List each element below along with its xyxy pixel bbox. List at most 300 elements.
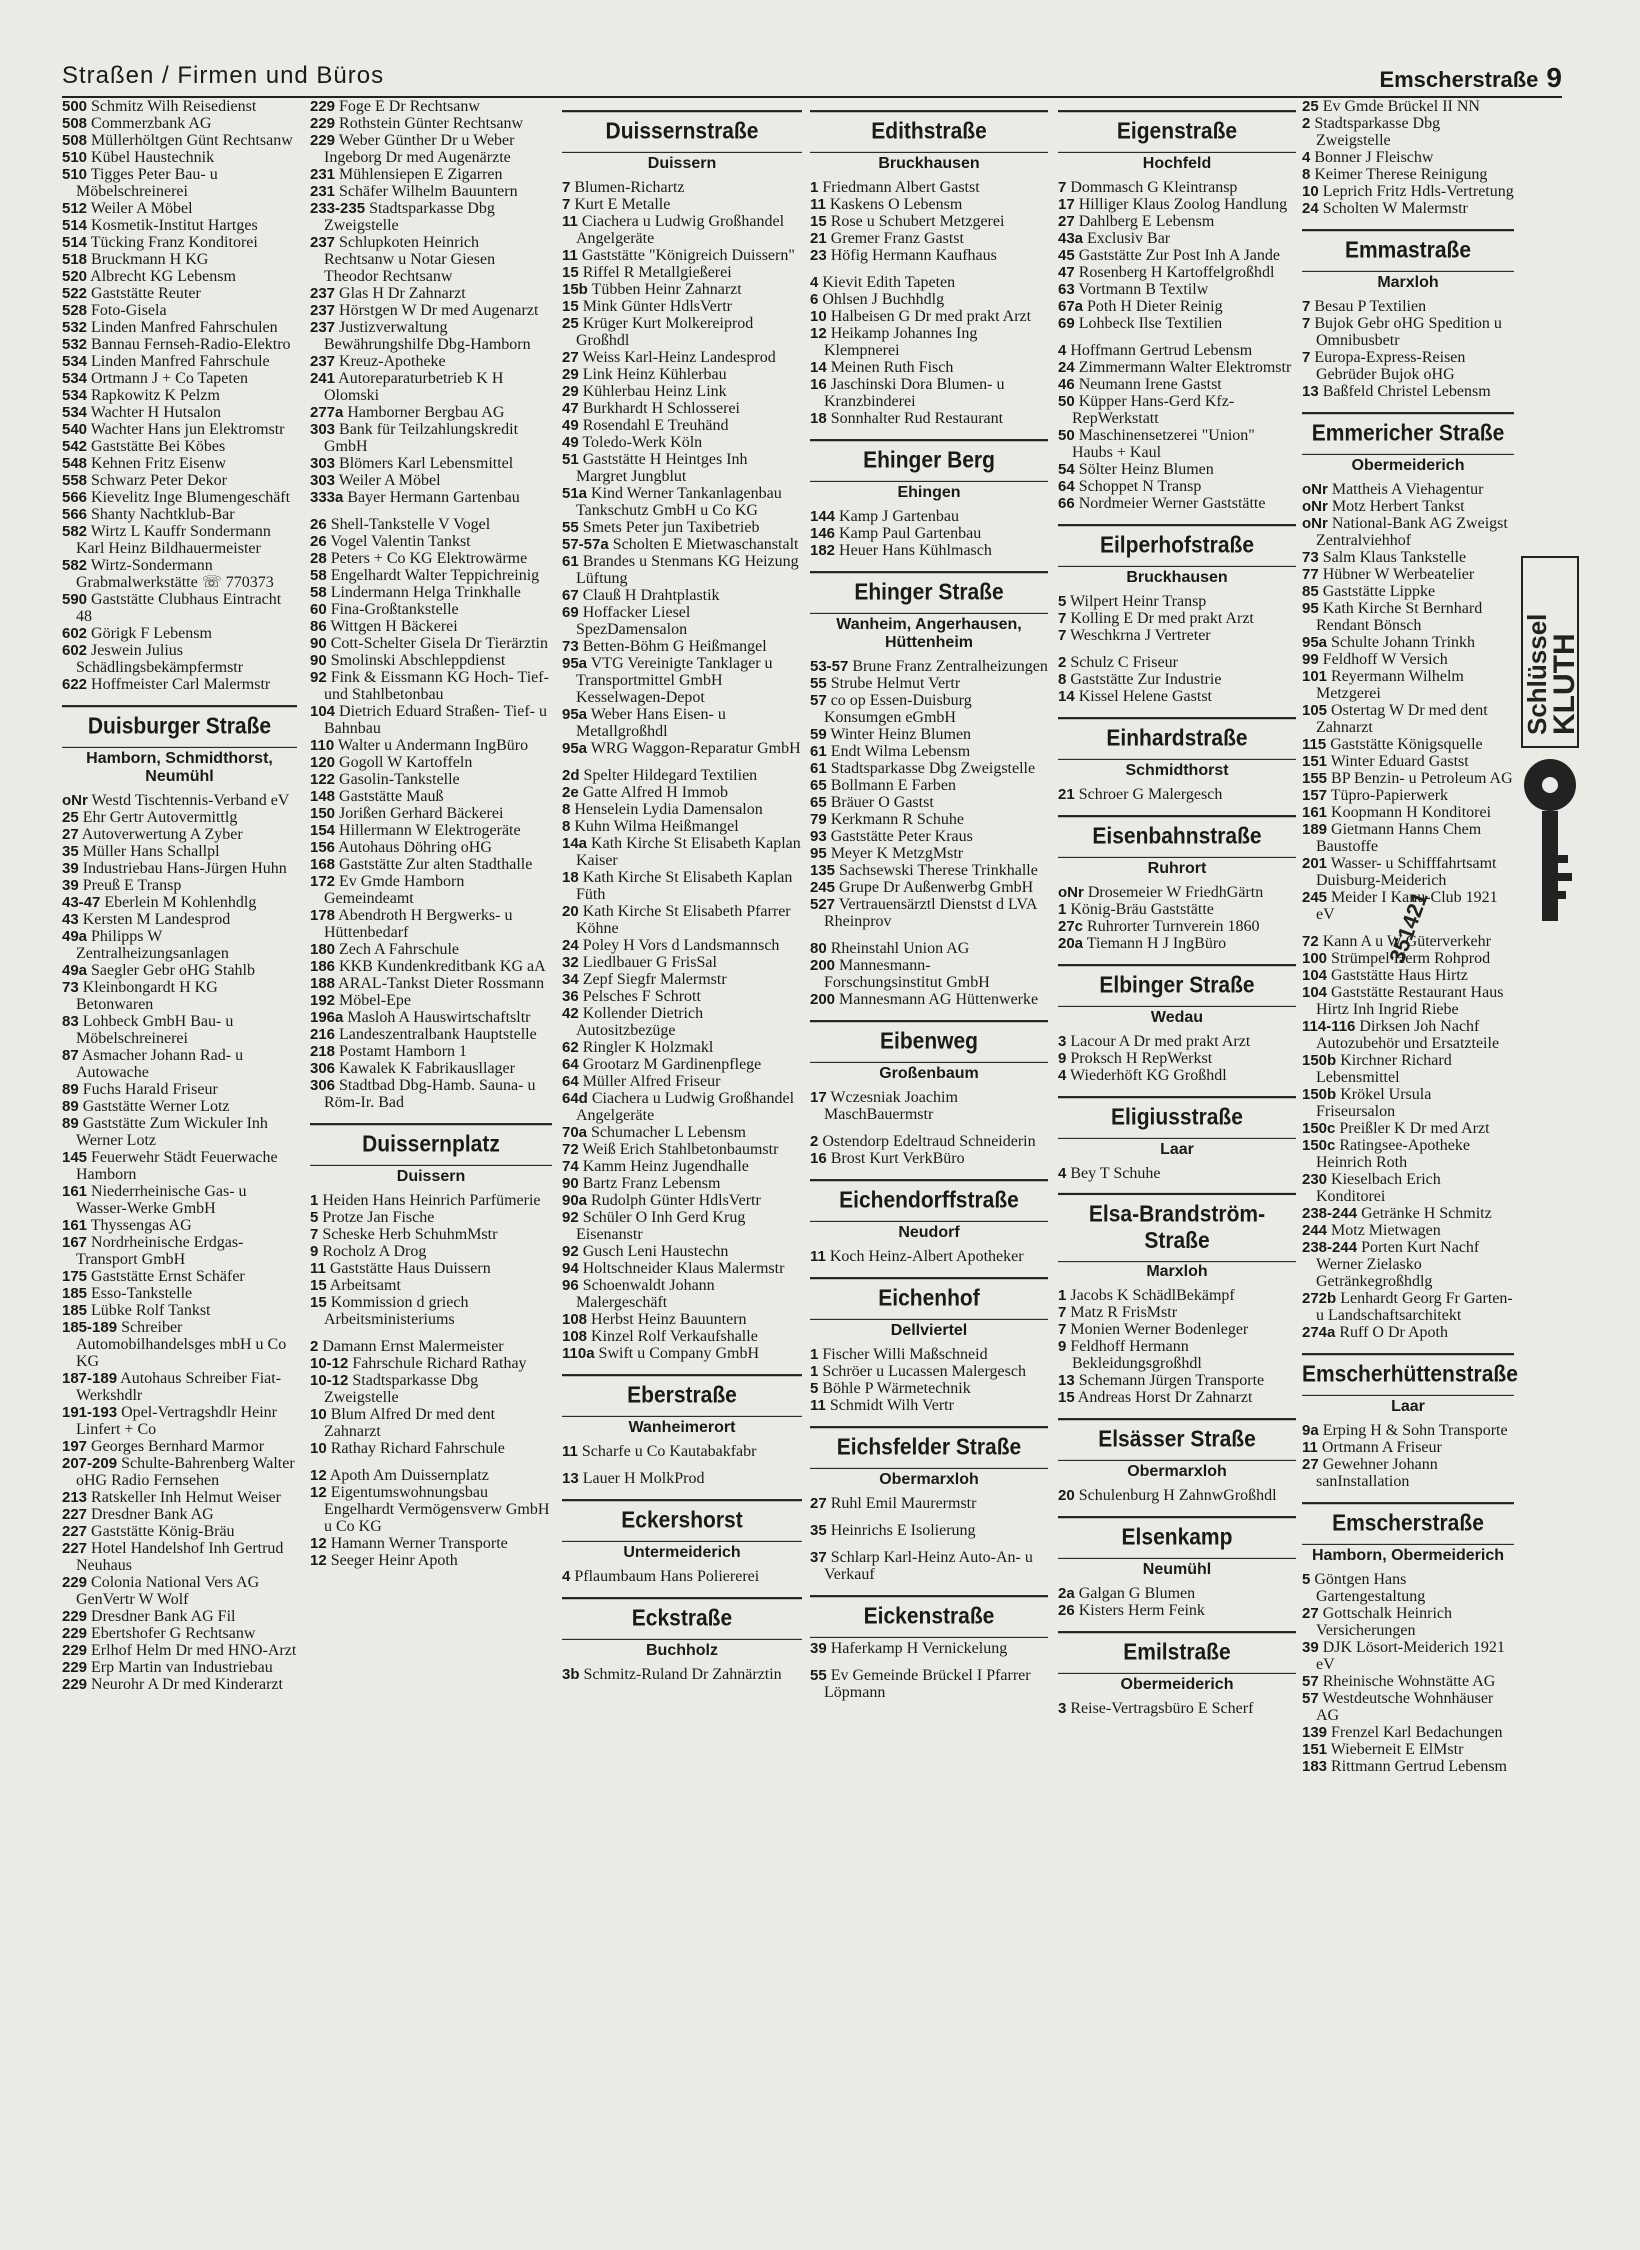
- house-number: 528: [62, 302, 88, 319]
- house-number: 237: [310, 319, 336, 336]
- directory-entry: [562, 213, 802, 247]
- street-heading: Emmastraße: [1302, 229, 1514, 272]
- house-number: 77: [1302, 566, 1319, 583]
- entry-text: Kath Kirche St Bernhard Rendant Bönsch: [1316, 600, 1483, 634]
- directory-entry: [1302, 1086, 1514, 1120]
- directory-entry: [1302, 98, 1514, 115]
- entry-text: Feldhoff Hermann Bekleidungsgroßhdl: [1066, 1338, 1202, 1372]
- directory-entry: [310, 1294, 552, 1328]
- directory-entry: [562, 767, 802, 784]
- directory-entry: [62, 809, 297, 826]
- entry-text: Hotel Handelshof Inh Gertrud Neuhaus: [76, 1540, 284, 1574]
- entry-text: Westdeutsche Wohnhäuser AG: [1316, 1690, 1494, 1724]
- house-number: 582: [62, 523, 88, 540]
- entry-text: Abendroth H Bergwerks- u Hüttenbedarf: [324, 907, 513, 941]
- directory-entry: [1302, 634, 1514, 651]
- directory-entry: [310, 1440, 552, 1457]
- directory-entry: [562, 179, 802, 196]
- directory-entry: [62, 302, 297, 319]
- street-heading: Eibenweg: [810, 1020, 1048, 1063]
- entry-text: Kamp J Gartenbau: [835, 508, 959, 525]
- house-number: 566: [62, 489, 88, 506]
- entry-text: Sölter Heinz Blumen: [1074, 461, 1214, 478]
- directory-entry: [1302, 1422, 1514, 1439]
- directory-entry: [562, 264, 802, 281]
- entry-text: Schemann Jürgen Transporte: [1074, 1372, 1265, 1389]
- house-number: 25: [562, 315, 579, 332]
- entry-text: Brandes u Stenmans KG Heizung Lüftung: [576, 553, 799, 587]
- house-number: 64: [562, 1073, 579, 1090]
- directory-entry: [1058, 688, 1296, 705]
- directory-entry: [810, 991, 1048, 1008]
- entry-text: Asmacher Johann Rad- u Autowache: [76, 1047, 244, 1081]
- house-number: 534: [62, 404, 88, 421]
- directory-entry: [562, 784, 802, 801]
- directory-entry: [62, 676, 297, 693]
- entry-text: Weiler A Möbel: [87, 200, 193, 217]
- entry-text: Bannau Fernseh-Radio-Elektro: [87, 336, 291, 353]
- house-number: 187-189: [62, 1370, 118, 1387]
- house-number: 1: [310, 1192, 319, 1209]
- entry-text: Wirtz-Sondermann Grabmalwerkstätte ☏ 770373: [76, 557, 274, 591]
- directory-entry: [62, 843, 297, 860]
- directory-entry: [310, 856, 552, 873]
- house-number: 527: [810, 896, 836, 913]
- entry-text: Neumann Irene Gastst: [1074, 376, 1222, 393]
- directory-entry: [310, 567, 552, 584]
- entry-text: Heiden Hans Heinrich Parfümerie: [318, 1192, 541, 1209]
- district-heading: Marxloh: [1377, 274, 1439, 291]
- directory-entry: [310, 550, 552, 567]
- directory-entry: [1302, 1605, 1514, 1639]
- entry-text: Hoffmann Gertrud Lebensm: [1066, 342, 1253, 359]
- entry-text: Weiß Erich Stahlbetonbaumstr: [578, 1141, 779, 1158]
- directory-entry: [62, 1319, 297, 1370]
- house-number: 15: [310, 1277, 327, 1294]
- directory-entry: [562, 196, 802, 213]
- entry-text: Stadtsparkasse Dbg Zweigstelle: [324, 200, 495, 234]
- entry-text: Kinzel Rolf Verkaufshalle: [587, 1328, 758, 1345]
- district-heading: Neumühl: [1142, 1561, 1212, 1578]
- entry-text: Vertrauensärztl Dienstst d LVA Rheinprov: [824, 896, 1037, 930]
- directory-entry: [810, 525, 1048, 542]
- entry-text: Krüger Kurt Molkereiprod Großhdl: [576, 315, 754, 349]
- entry-text: Dresdner Bank AG Fil: [87, 1608, 236, 1625]
- house-number: 532: [62, 336, 88, 353]
- house-number: 7: [310, 1226, 319, 1243]
- directory-entry: [810, 957, 1048, 991]
- directory-entry: [562, 1328, 802, 1345]
- entry-text: Schulte Johann Trinkh: [1327, 634, 1476, 651]
- entry-text: Engelhardt Walter Teppichreinig: [326, 567, 540, 584]
- directory-entry: [810, 743, 1048, 760]
- directory-entry: [1302, 1290, 1514, 1324]
- house-number: 229: [62, 1625, 88, 1642]
- house-number: oNr: [1302, 481, 1328, 498]
- house-number: 558: [62, 472, 88, 489]
- directory-entry: [562, 1243, 802, 1260]
- entry-text: Ciachera u Ludwig Großhandel Angelgeräte: [576, 213, 785, 247]
- directory-entry: [810, 845, 1048, 862]
- directory-entry: [1302, 315, 1514, 349]
- house-number: 197: [62, 1438, 88, 1455]
- directory-entry: [562, 655, 802, 706]
- directory-entry: [310, 754, 552, 771]
- street-heading: Eickenstraße: [810, 1595, 1048, 1638]
- directory-entry: [1302, 967, 1514, 984]
- entry-text: Koopmann H Konditorei: [1327, 804, 1492, 821]
- house-number: 1: [810, 1363, 819, 1380]
- entry-text: Dresdner Bank AG: [87, 1506, 214, 1523]
- entry-text: Meider I Kanu-Club 1921 eV: [1316, 889, 1498, 923]
- house-number: 237: [310, 302, 336, 319]
- entry-text: Gusch Leni Haustechn: [578, 1243, 729, 1260]
- house-number: 27: [562, 349, 579, 366]
- house-number: 11: [562, 213, 578, 230]
- house-number: 542: [62, 438, 88, 455]
- directory-entry: [1058, 281, 1296, 298]
- house-number: 47: [1058, 264, 1075, 281]
- directory-entry: [310, 822, 552, 839]
- directory-entry: [62, 911, 297, 928]
- directory-entry: [562, 451, 802, 485]
- entry-text: Koch Heinz-Albert Apotheker: [825, 1248, 1024, 1265]
- entry-text: Stadtsparkasse Dbg Zweigstelle: [826, 760, 1036, 777]
- directory-entry: [1302, 1324, 1514, 1341]
- entry-text: Gaststätte Zur alten Stadthalle: [335, 856, 533, 873]
- directory-entry: [310, 618, 552, 635]
- house-number: oNr: [1058, 884, 1084, 901]
- entry-text: Weschkrna J Vertreter: [1066, 627, 1211, 644]
- entry-text: Lacour A Dr med prakt Arzt: [1066, 1033, 1251, 1050]
- house-number: 182: [810, 542, 836, 559]
- directory-entry: [810, 542, 1048, 559]
- house-number: 303: [310, 421, 336, 438]
- entry-text: Kath Kirche St Elisabeth Kaplan Füth: [576, 869, 793, 903]
- street-heading: Duissernplatz: [310, 1123, 552, 1166]
- entry-text: Baßfeld Christel Lebensm: [1318, 383, 1491, 400]
- street-heading: Eichendorffstraße: [810, 1179, 1048, 1222]
- house-number: 229: [62, 1659, 88, 1676]
- directory-entry: [310, 533, 552, 550]
- directory-entry: [1058, 610, 1296, 627]
- house-number: 15: [562, 298, 579, 315]
- entry-text: Gaststätte Reuter: [87, 285, 201, 302]
- entry-text: Schoenwaldt Johann Malergeschäft: [576, 1277, 715, 1311]
- house-number: 4: [1058, 1165, 1067, 1182]
- entry-text: Herbst Heinz Bauuntern: [587, 1311, 747, 1328]
- house-number: 213: [62, 1489, 88, 1506]
- entry-text: Weiler A Möbel: [335, 472, 441, 489]
- house-number: 5: [310, 1209, 319, 1226]
- column-1: [62, 98, 297, 2238]
- entry-text: Albrecht KG Lebensm: [87, 268, 236, 285]
- house-number: 39: [62, 860, 79, 877]
- entry-text: Protze Jan Fische: [318, 1209, 435, 1226]
- house-number: 58: [310, 567, 327, 584]
- directory-entry: [1302, 481, 1514, 498]
- entry-text: Gaststätte Zum Wickuler Inh Werner Lotz: [76, 1115, 268, 1149]
- entry-text: Exclusiv Bar: [1083, 230, 1171, 247]
- house-number: 79: [810, 811, 827, 828]
- directory-entry: [810, 410, 1048, 427]
- house-number: 90: [562, 1175, 579, 1192]
- directory-entry: [562, 1277, 802, 1311]
- house-number: 95a: [562, 655, 588, 672]
- house-number: 566: [62, 506, 88, 523]
- directory-entry: [62, 506, 297, 523]
- spacer: [310, 1457, 552, 1467]
- directory-entry: [1058, 671, 1296, 688]
- house-number: 28: [310, 550, 327, 567]
- directory-entry: [810, 230, 1048, 247]
- house-number: 150c: [1302, 1120, 1336, 1137]
- directory-entry: [1058, 393, 1296, 427]
- directory-entry: [810, 1667, 1048, 1701]
- entry-text: Schulz C Friseur: [1066, 654, 1178, 671]
- section-title: Straßen / Firmen und Büros: [62, 62, 385, 89]
- directory-entry: [1302, 1724, 1514, 1741]
- house-number: 20: [1058, 1487, 1075, 1504]
- entry-text: Gaststätte Bei Köbes: [87, 438, 226, 455]
- directory-entry: [62, 1047, 297, 1081]
- entry-text: Erlhof Helm Dr med HNO-Arzt: [87, 1642, 297, 1659]
- house-number: 9: [1058, 1338, 1067, 1355]
- house-number: 65: [810, 777, 827, 794]
- directory-entry: [62, 1098, 297, 1115]
- house-number: 7: [1058, 179, 1067, 196]
- directory-entry: [562, 1209, 802, 1243]
- directory-entry: [310, 200, 552, 234]
- entry-text: Kann A u W Güterverkehr: [1318, 933, 1491, 950]
- directory-entry: [1302, 1120, 1514, 1137]
- directory-entry: [62, 234, 297, 251]
- house-number: 53-57: [810, 658, 849, 675]
- house-number: 7: [1058, 1304, 1067, 1321]
- district-heading: Ruhrort: [1147, 860, 1207, 877]
- street-heading: Elsässer Straße: [1058, 1418, 1296, 1461]
- house-number: 15: [562, 264, 579, 281]
- entry-text: Schüler O Inh Gerd Krug Eisenanstr: [576, 1209, 746, 1243]
- directory-entry: [310, 992, 552, 1009]
- entry-text: Hamann Werner Transporte: [326, 1535, 508, 1552]
- entry-text: Philipps W Zentralheizungsanlagen: [76, 928, 229, 962]
- directory-entry: [310, 319, 552, 353]
- directory-entry: [1302, 1571, 1514, 1605]
- house-number: 14: [810, 359, 827, 376]
- house-number: 86: [310, 618, 327, 635]
- directory-entry: [310, 1260, 552, 1277]
- directory-entry: [562, 835, 802, 869]
- house-number: 73: [62, 979, 79, 996]
- directory-entry: [310, 1372, 552, 1406]
- directory-entry: [1302, 183, 1514, 200]
- spacer: [310, 1328, 552, 1338]
- directory-entry: [562, 485, 802, 519]
- house-number: 92: [562, 1209, 579, 1226]
- entry-text: Bollmann E Farben: [826, 777, 956, 794]
- directory-entry: [562, 1443, 802, 1460]
- directory-entry: [62, 826, 297, 843]
- directory-entry: [310, 737, 552, 754]
- house-number: 218: [310, 1043, 336, 1060]
- entry-text: Frenzel Karl Bedachungen: [1327, 1724, 1503, 1741]
- house-number: 69: [562, 604, 579, 621]
- directory-entry: [1302, 736, 1514, 753]
- entry-text: Nordmeier Werner Gaststätte: [1074, 495, 1266, 512]
- directory-entry: [562, 1124, 802, 1141]
- entry-text: Hübner W Werbeatelier: [1318, 566, 1475, 583]
- house-number: 238-244: [1302, 1239, 1358, 1256]
- entry-text: Gatte Alfred H Immob: [578, 784, 728, 801]
- directory-entry: [562, 706, 802, 740]
- entry-text: Kleinbongardt H KG Betonwaren: [76, 979, 218, 1013]
- house-number: 62: [562, 1039, 579, 1056]
- directory-entry: [310, 472, 552, 489]
- house-number: 64d: [562, 1090, 588, 1107]
- entry-text: Blömers Karl Lebensmittel: [335, 455, 514, 472]
- street-heading: Eckstraße: [562, 1597, 802, 1640]
- entry-text: Tüpro-Papierwerk: [1327, 787, 1449, 804]
- directory-entry: [810, 291, 1048, 308]
- directory-entry: [1302, 1239, 1514, 1290]
- house-number: 168: [310, 856, 336, 873]
- entry-text: Ruhrorter Turnverein 1860: [1083, 918, 1260, 935]
- district-heading: Obermarxloh: [1127, 1463, 1227, 1480]
- directory-entry: [1058, 901, 1296, 918]
- entry-text: KKB Kundenkreditbank KG aA: [335, 958, 546, 975]
- house-number: 2: [310, 1338, 319, 1355]
- house-number: 2d: [562, 767, 580, 784]
- directory-entry: [810, 325, 1048, 359]
- directory-entry: [310, 1338, 552, 1355]
- house-number: 27: [810, 1495, 827, 1512]
- entry-text: Wachter H Hutsalon: [87, 404, 221, 421]
- house-number: 93: [810, 828, 827, 845]
- directory-entry: [562, 1192, 802, 1209]
- spacer: [810, 1657, 1048, 1667]
- directory-entry: [1302, 1052, 1514, 1086]
- directory-entry: [310, 1467, 552, 1484]
- house-number: 69: [1058, 315, 1075, 332]
- directory-entry: [562, 1568, 802, 1585]
- directory-entry: [62, 1217, 297, 1234]
- entry-text: Bartz Franz Lebensm: [578, 1175, 721, 1192]
- entry-text: Schulte-Bahrenberg Walter oHG Radio Fernsehen: [76, 1455, 295, 1489]
- entry-text: Westd Tischtennis-Verband eV: [87, 792, 290, 809]
- directory-entry: [62, 1574, 297, 1608]
- entry-text: Kieselbach Erich Konditorei: [1316, 1171, 1441, 1205]
- entry-text: VTG Vereinigte Tanklager u Transportmittel GmbH Kesselwagen-Depot: [576, 655, 773, 706]
- house-number: 303: [310, 455, 336, 472]
- entry-text: Blumen-Richartz: [570, 179, 685, 196]
- directory-entry: [1302, 498, 1514, 515]
- entry-text: Kisters Herm Feink: [1074, 1602, 1205, 1619]
- entry-text: Mühlensiepen E Zigarren: [335, 166, 503, 183]
- house-number: 11: [310, 1260, 326, 1277]
- house-number: 27: [1058, 213, 1075, 230]
- directory-entry: [62, 1285, 297, 1302]
- entry-text: Preißler K Dr med Arzt: [1335, 1120, 1490, 1137]
- entry-text: Weber Hans Eisen- u Metallgroßhdl: [576, 706, 726, 740]
- house-number: 155: [1302, 770, 1328, 787]
- house-number: 238-244: [1302, 1205, 1358, 1222]
- entry-text: Vogel Valentin Tankst: [326, 533, 471, 550]
- house-number: 49a: [62, 928, 88, 945]
- directory-entry: [562, 553, 802, 587]
- directory-entry: [310, 1406, 552, 1440]
- directory-entry: [1058, 376, 1296, 393]
- directory-entry: [1302, 149, 1514, 166]
- house-number: 49: [562, 434, 579, 451]
- directory-entry: [562, 1260, 802, 1277]
- entry-text: Gremer Franz Gastst: [826, 230, 964, 247]
- directory-entry: [310, 1484, 552, 1535]
- entry-text: Dietrich Eduard Straßen- Tief- u Bahnbau: [324, 703, 547, 737]
- house-number: 12: [310, 1467, 327, 1484]
- entry-text: Weiss Karl-Heinz Landesprod: [578, 349, 776, 366]
- entry-text: Ev Gemeinde Brückel I Pfarrer Löpmann: [824, 1667, 1031, 1701]
- directory-entry: [62, 625, 297, 642]
- house-number: 96: [562, 1277, 579, 1294]
- entry-text: Rheinstahl Union AG: [826, 940, 970, 957]
- entry-text: Weber Günther Dr u Weber Ingeborg Dr med Augenärzte: [324, 132, 515, 166]
- entry-text: Gaststätte Werner Lotz: [78, 1098, 230, 1115]
- house-number: 6: [810, 291, 819, 308]
- house-number: 61: [562, 553, 579, 570]
- entry-text: Linden Manfred Fahrschulen: [87, 319, 278, 336]
- directory-entry: [62, 1523, 297, 1540]
- entry-text: Krökel Ursula Friseursalon: [1316, 1086, 1432, 1120]
- directory-entry: [310, 183, 552, 200]
- house-number: 229: [310, 115, 336, 132]
- entry-text: Link Heinz Kühlerbau: [578, 366, 727, 383]
- house-number: 277a: [310, 404, 344, 421]
- entry-text: Friedmann Albert Gastst: [818, 179, 980, 196]
- directory-entry: [810, 508, 1048, 525]
- house-number: 24: [1302, 200, 1319, 217]
- entry-text: Mattheis A Viehagentur: [1327, 481, 1484, 498]
- house-number: 4: [1302, 149, 1311, 166]
- directory-entry: [1058, 918, 1296, 935]
- house-number: 12: [810, 325, 827, 342]
- house-number: 157: [1302, 787, 1328, 804]
- house-number: 161: [62, 1183, 88, 1200]
- house-number: 110: [310, 737, 335, 754]
- house-number: 244: [1302, 1222, 1328, 1239]
- house-number: 59: [810, 726, 827, 743]
- entry-text: Gasolin-Tankstelle: [335, 771, 460, 788]
- directory-entry: [562, 315, 802, 349]
- house-number: 183: [1302, 1758, 1328, 1775]
- directory-entry: [1058, 179, 1296, 196]
- column-5: [1058, 98, 1296, 2238]
- house-number: 8: [1302, 166, 1311, 183]
- house-number: 27c: [1058, 918, 1084, 935]
- entry-text: Autohaus Döhring oHG: [335, 839, 492, 856]
- house-number: 185-189: [62, 1319, 118, 1336]
- house-number: 303: [310, 472, 336, 489]
- house-number: 36: [562, 988, 579, 1005]
- directory-entry: [1302, 804, 1514, 821]
- entry-text: Rosenberg H Kartoffelgroßhdl: [1074, 264, 1275, 281]
- entry-text: Glas H Dr Zahnarzt: [335, 285, 466, 302]
- directory-entry: [810, 1363, 1048, 1380]
- house-number: 185: [62, 1302, 88, 1319]
- district-heading: Duissern: [647, 155, 717, 172]
- house-number: 99: [1302, 651, 1319, 668]
- house-number: 548: [62, 455, 88, 472]
